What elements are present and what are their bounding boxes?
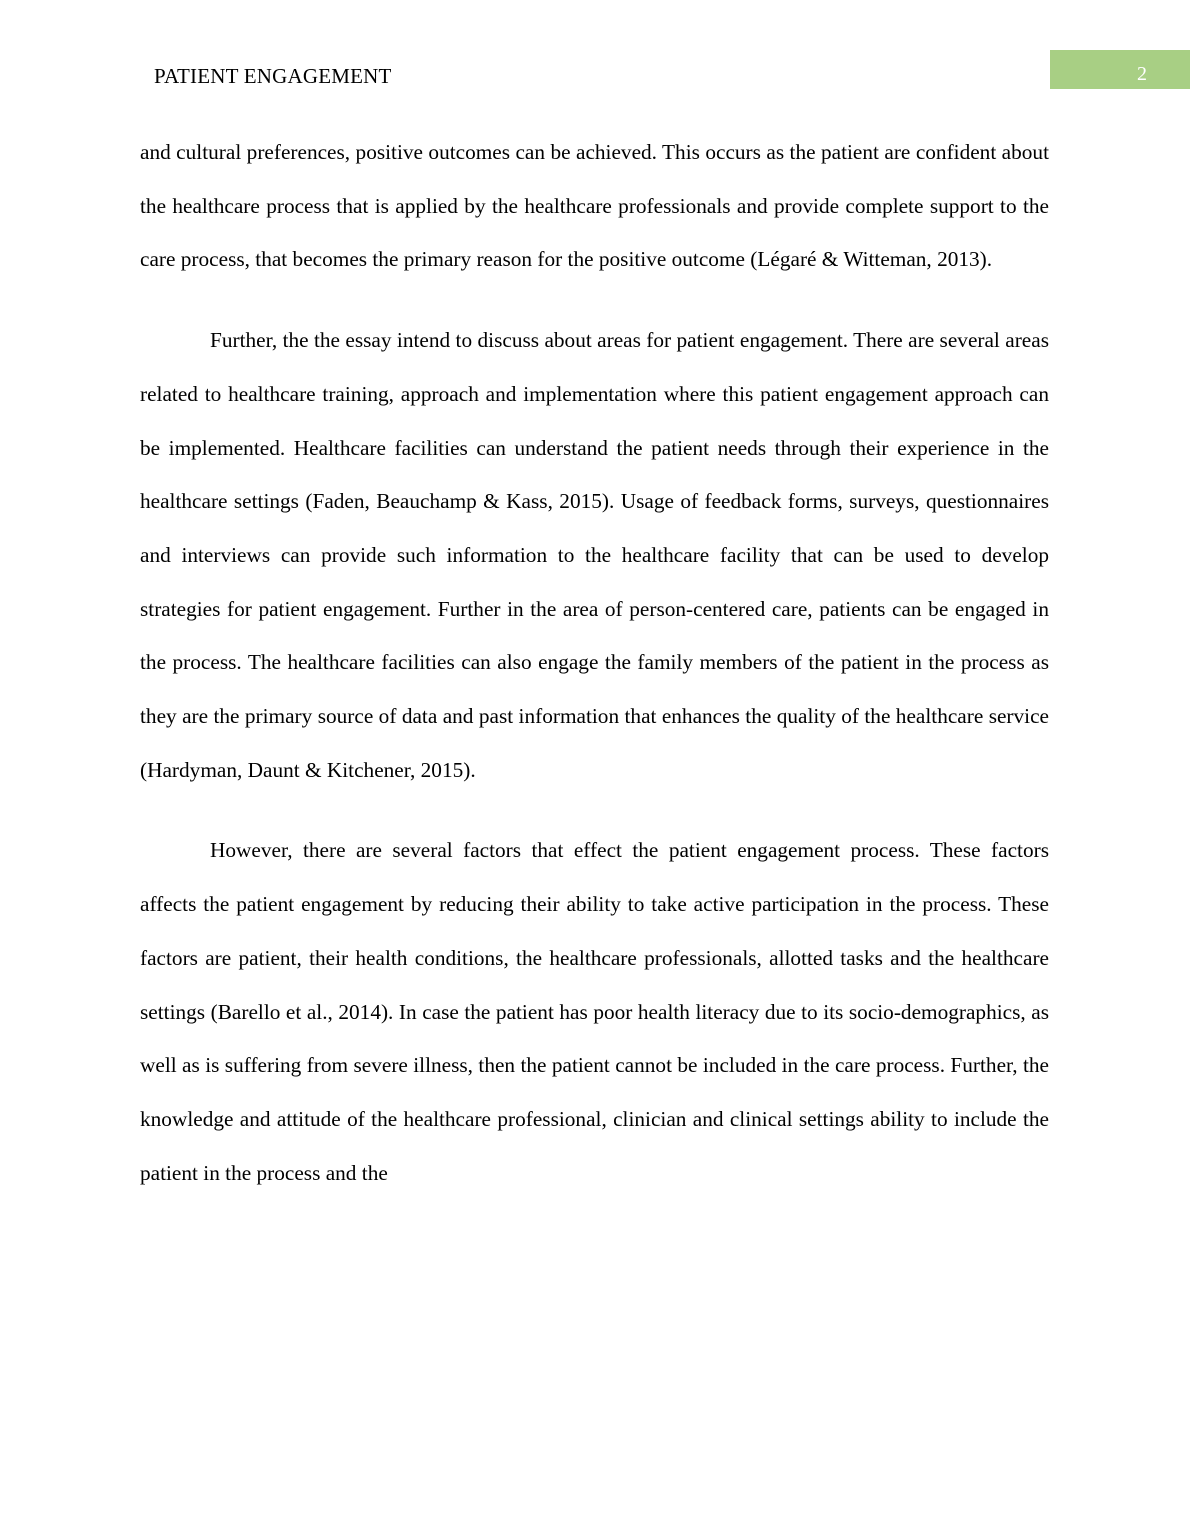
page-number-box (1050, 50, 1190, 89)
running-head: PATIENT ENGAGEMENT (154, 64, 392, 88)
paragraph-3: However, there are several factors that effect the patient engagement process. These factors affects the patient engagement by reducing their ability to take active participation in the process. These factors are patient, their health conditions, the healthcare professionals, allotted tasks and the healthcare settings (Barello et al., 2014). In case the patient has poor health literacy due to its socio-demographics, as well as is suffering from severe illness, then the patient cannot be included in the care process. Further, the knowledge and attitude of the healthcare professional, clinician and clinical settings ability to include the patient in the process and the (140, 838, 1049, 1185)
page-number: 2 (1137, 63, 1147, 85)
document-body (140, 126, 1049, 1227)
paragraph-2: Further, the the essay intend to discuss about areas for patient engagement. There are several areas related to healthcare training, approach and implementation where this patient engagement approach can be implemented. Healthcare facilities can understand the patient needs through their experience in the healthcare settings (Faden, Beauchamp & Kass, 2015). Usage of feedback forms, surveys, questionnaires and interviews can provide such information to the healthcare facility that can be used to develop strategies for patient engagement. Further in the area of person-centered care, patients can be engaged in the process. The healthcare facilities can also engage the family members of the patient in the process as they are the primary source of data and past information that enhances the quality of the healthcare service (Hardyman, Daunt & Kitchener, 2015). (140, 328, 1049, 782)
paragraph-1: and cultural preferences, positive outcomes can be achieved. This occurs as the patient are confident about the healthcare process that is applied by the healthcare professionals and provide complete support to the care process, that becomes the primary reason for the positive outcome (Légaré & Witteman, 2013). (140, 140, 1049, 272)
